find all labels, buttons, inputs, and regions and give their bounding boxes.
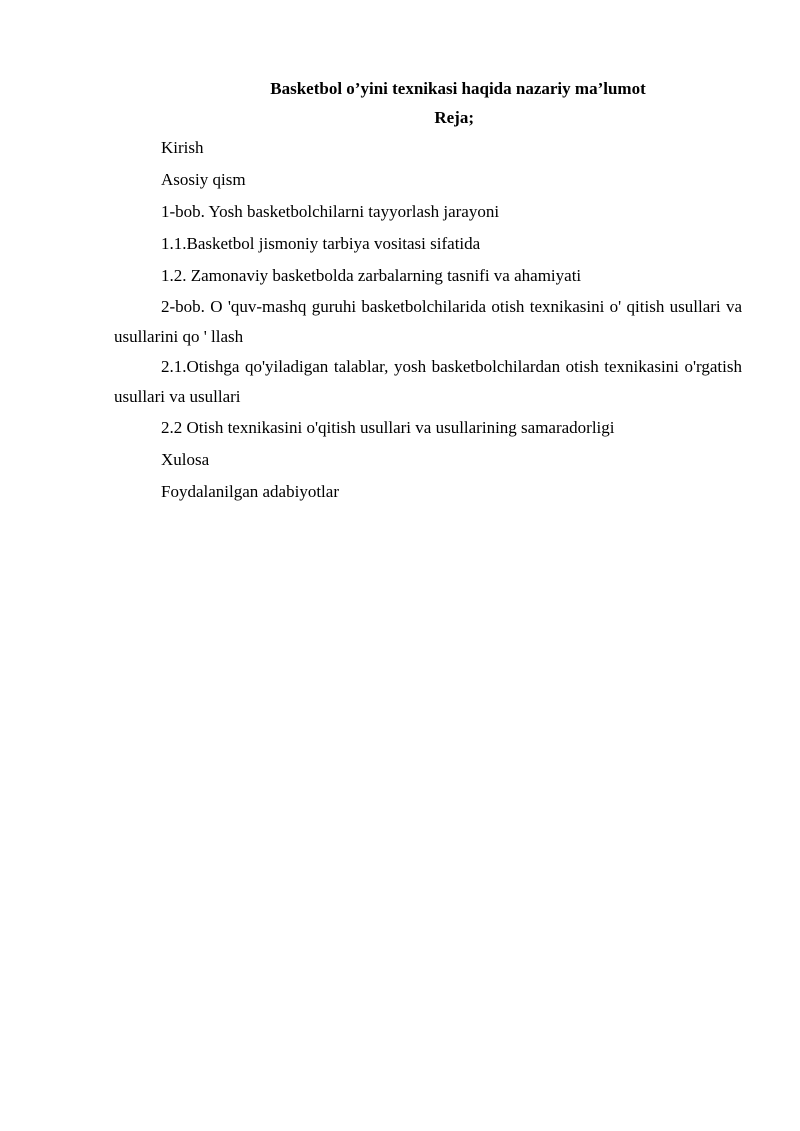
toc-item-chapter-2: 2-bob. O 'quv-mashq guruhi basketbolchilarida otish texnikasini o' qitish usullari va usullarini qo ' llash xyxy=(114,297,742,346)
toc-item-references: Foydalanilgan adabiyotlar xyxy=(161,482,339,501)
plan-heading: Reja; xyxy=(434,108,474,127)
toc-item-conclusion: Xulosa xyxy=(161,450,210,469)
toc-item-introduction: Kirish xyxy=(161,138,204,157)
toc-item-section-1-1: 1.1.Basketbol jismoniy tarbiya vositasi sifatida xyxy=(161,234,481,253)
toc-item-chapter-1: 1-bob. Yosh basketbolchilarni tayyorlash jarayoni xyxy=(161,202,500,221)
document-title: Basketbol o’yini texnikasi haqida nazariy ma’lumot xyxy=(270,79,646,98)
document-content xyxy=(114,74,742,508)
toc-item-main-part: Asosiy qism xyxy=(161,170,246,189)
toc-item-section-2-1: 2.1.Otishga qo'yiladigan talablar, yosh basketbolchilardan otish texnikasini o'rgatish usullari va usullari xyxy=(114,357,742,406)
toc-item-section-2-2: 2.2 Otish texnikasini o'qitish usullari va usullarining samaradorligi xyxy=(161,418,615,437)
toc-item-section-1-2: 1.2. Zamonaviy basketbolda zarbalarning tasnifi va ahamiyati xyxy=(161,266,582,285)
table-of-contents xyxy=(114,132,742,508)
